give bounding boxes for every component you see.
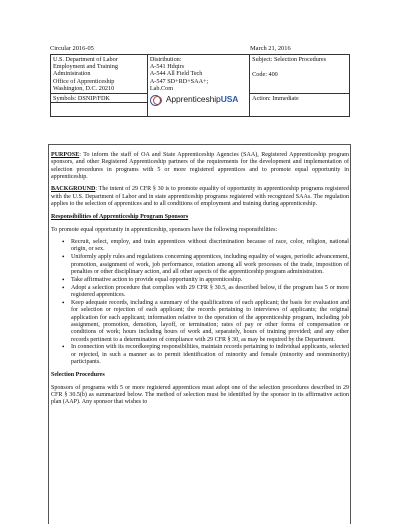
code-text: Code: 400 <box>252 70 278 78</box>
list-item: • Keep adequate records, including a summary of the qualifications of each applicant; the basis for evaluation and for selection or rejection of each applicant; the records pertaining to interviews of applicants; the original application for each applicant; information relative to the operation of the apprenticeship program, including job assignment, promotion, demotion, layoff, or termination; rates of pay or other forms of compensation or conditions of work; hours including hours of work and, separately, hours of training provided; and any other records pertinent to a determination of compliance with 29 CFR § 30, as may be required by the Department. <box>71 300 349 344</box>
distribution-line: A-541 Hdqtrs <box>149 62 185 70</box>
agency-line: Employment and Training <box>53 62 118 70</box>
action-cell <box>250 94 350 117</box>
selection-text: Sponsors of programs with 5 or more registered apprentices must adopt one of the selection procedures described in 29 CFR § 30.5(b) as summarized below. The method of selection must be identified by the sponsor in its affirmative action plan (AAP). Any sponsor that wishes to <box>51 384 349 406</box>
background-text: : The intent of 29 CFR § 30 is to promote equality of opportunity in apprenticeship programs registered with the U.S. Department of Labor and in state apprenticeship programs registered with recognized SAAs. The regulation applies to the selection of apprentices and to all conditions of employment and training during apprenticeship. <box>51 186 349 208</box>
circular-date: March 21, 2016 <box>250 45 291 52</box>
purpose-label: PURPOSE <box>51 152 80 158</box>
responsibilities-intro: To promote equal opportunity in apprenticeship, sponsors have the following responsibilities: <box>51 226 278 233</box>
selection-heading: Selection Procedures <box>51 372 105 379</box>
background-label: BACKGROUND <box>51 186 96 193</box>
agency-line: Office of Apprenticeship <box>53 77 115 85</box>
list-item: • Uniformly apply rules and regulations concerning apprentices, including equality of wages, periodic advancement, promotion, assignment of work, job performance, rotation among all work processes of the trade, imposition of penalties or other disciplinary action, and all other aspects of the apprenticeship program administration. <box>71 254 349 276</box>
agency-line: Washington, D.C. 20210 <box>53 85 115 93</box>
agency-line: U.S. Department of Labor <box>53 55 118 63</box>
symbols-text: Symbols: DSNIP/FDK <box>53 94 110 102</box>
apprenticeship-usa-logo <box>150 95 247 106</box>
header-top-line <box>50 45 350 53</box>
responsibilities-heading: Responsibilities of Apprenticeship Program Sponsors <box>51 214 189 221</box>
header-table <box>50 54 350 117</box>
distribution-line: Lab.Com <box>149 85 174 93</box>
empty-cell <box>51 103 148 117</box>
subject-text: Subject: Selection Procedures <box>252 55 327 63</box>
circular-body <box>51 152 349 412</box>
subject-cell <box>250 55 350 94</box>
list-item: • In connection with its recordkeeping responsibilities, maintain records pertaining to individual applicants, selected or rejected, in such a manner as to permit identification of minority and female (minority and nonminority) participants. <box>71 344 349 366</box>
logo-text-usa: USA <box>220 94 239 105</box>
list-item: • Take affirmative action to provide equal opportunity in apprenticeship. <box>71 277 349 284</box>
distribution-cell <box>147 55 249 117</box>
list-item: • Recruit, select, employ, and train apprentices without discrimination because of race, color, religion, national origin, or sex. <box>71 239 349 254</box>
purpose-text: : To inform the staff of OA and State Apprenticeship Agencies (SAA), Registered Apprenticeship program sponsors, and other Registered Apprenticeship partners of the requirements for the development and implementation of selection procedures in programs with 5 or more registered apprentices and to promote equal opportunity in apprenticeship. <box>51 152 349 181</box>
logo-rings-icon <box>150 95 164 106</box>
agency-line: Administration <box>53 70 91 78</box>
distribution-line: A-544 All Field Tech <box>149 70 203 78</box>
circular-number: Circular 2016-05 <box>50 45 94 52</box>
purpose-paragraph <box>51 152 349 181</box>
distribution-line: A-547 SD+RD+SAA+; <box>149 77 209 85</box>
agency-cell <box>51 55 148 94</box>
background-paragraph <box>51 186 349 208</box>
symbols-cell <box>51 94 148 103</box>
logo-text: Apprenticeship <box>165 94 221 105</box>
responsibilities-list <box>51 239 349 366</box>
distribution-line: Distribution: <box>149 55 182 63</box>
list-item: • Adopt a selection procedure that complies with 29 CFR § 30.5, as described below, if the program has 5 or more registered apprentices. <box>71 285 349 300</box>
action-text: Action: Immediate <box>252 94 299 102</box>
